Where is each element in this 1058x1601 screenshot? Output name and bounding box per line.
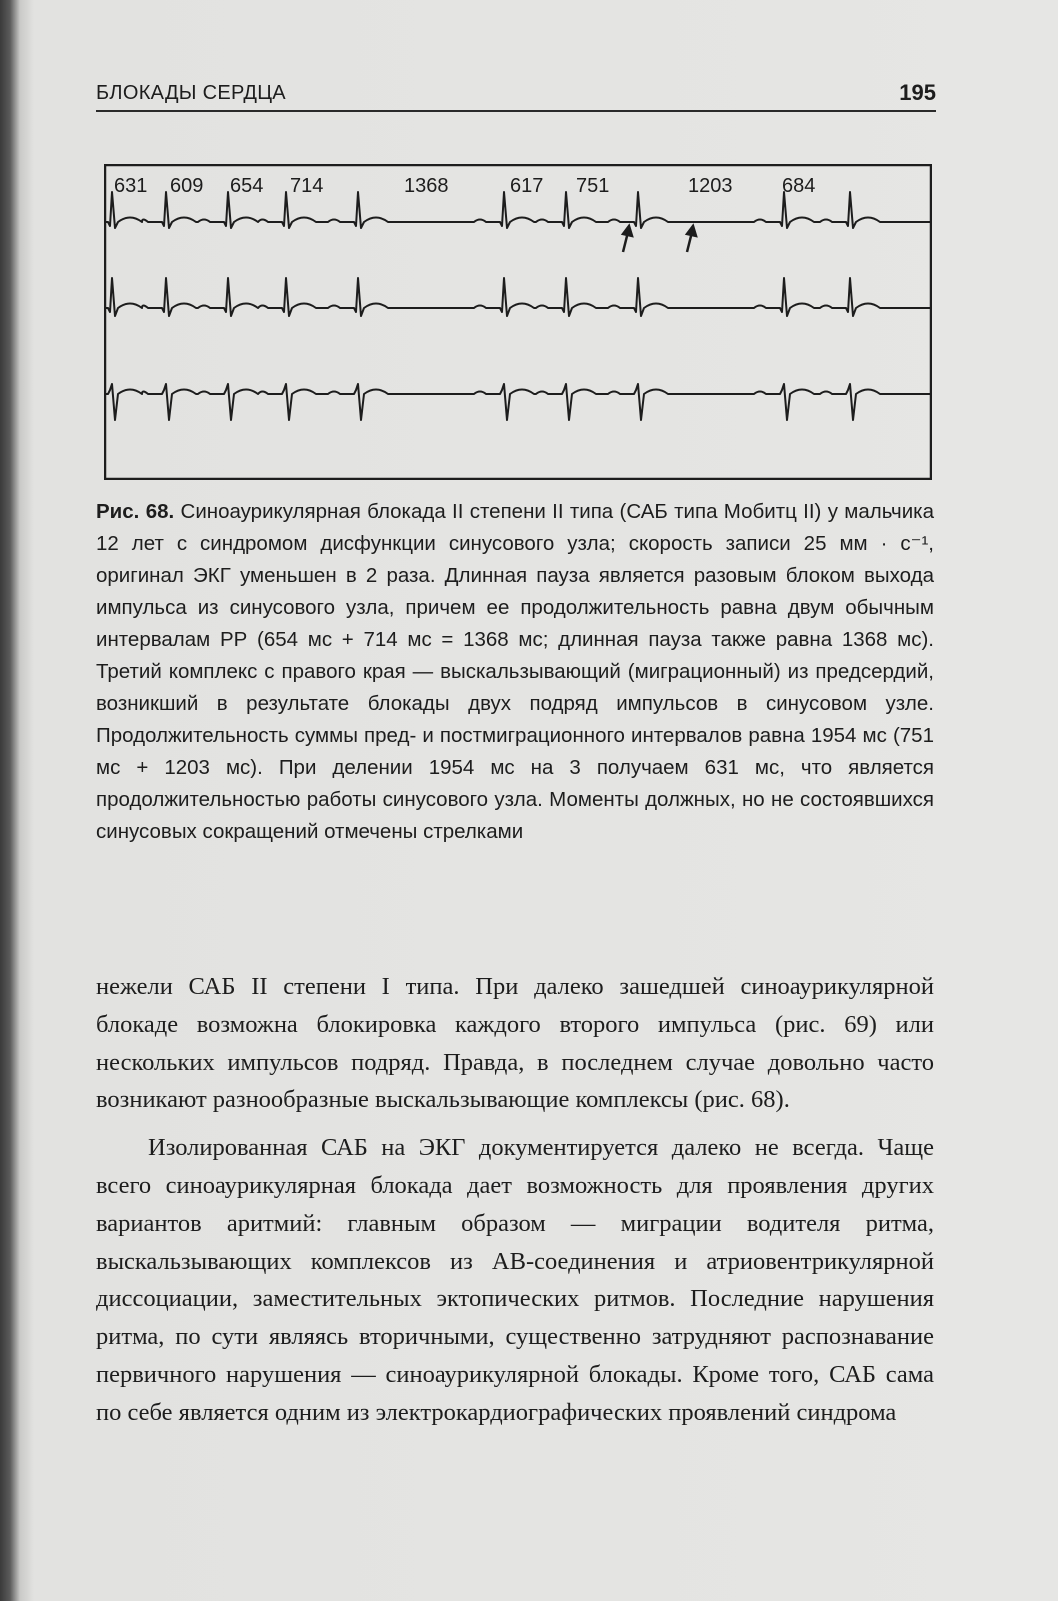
arrow-head [623, 226, 632, 236]
ecg-lead-trace [104, 192, 932, 228]
interval-label: 714 [290, 175, 324, 197]
arrow-head [687, 226, 696, 236]
interval-label: 751 [576, 175, 610, 197]
interval-labels [114, 175, 815, 197]
ecg-leads [104, 192, 932, 420]
chapter-title: БЛОКАДЫ СЕРДЦА [96, 82, 286, 104]
interval-label: 1203 [688, 175, 733, 197]
interval-label: 684 [782, 175, 816, 197]
paragraph: нежели САБ II степени I типа. При далеко зашедшей синоаурикулярной блокаде возможна блокировка каждого второго импульса (рис. 69) или нескольких импульсов подряд. Правда, в последнем случае довольно часто возникают разнообразные выскальзывающие комплексы (рис. 68). [96, 973, 934, 1114]
ecg-lead-trace [104, 384, 932, 420]
caption-label: Рис. 68. [96, 500, 175, 523]
page-number: 195 [899, 80, 936, 105]
interval-label: 617 [510, 175, 544, 197]
ecg-lead-trace [104, 278, 932, 316]
interval-label: 609 [170, 175, 204, 197]
interval-label: 631 [114, 175, 148, 197]
interval-label: 1368 [404, 175, 449, 197]
ecg-strip [104, 164, 932, 480]
figure-caption [96, 496, 934, 848]
ecg-figure [104, 164, 932, 480]
body-text [96, 968, 934, 1432]
caption-text: Синоаурикулярная блокада II степени II типа (САБ типа Мобитц II) у мальчика 12 лет с синдромом дисфункции синусового узла; скорость записи 25 мм · с⁻¹, оригинал ЭКГ уменьшен в 2 раза. Длинная пауза является разовым блоком выхода импульса из синусового узла, причем ее продолжительность равна двум обычным интервалам РР (654 мс + 714 мс = 1368 мс; длинная пауза также равна 1368 мс). Третий комплекс с правого края — выскальзывающий (миграционный) из предсердий, возникший в результате блокады двух подряд импульсов в синусовом узле. Продолжительность суммы пред- и постмиграционного интервалов равна 1954 мс (751 мс + 1203 мс). При делении 1954 мс на 3 получаем 631 мс, что является продолжительностью работы синусового узла. Моменты должных, но не состоявшихся синусовых сокращений отмечены стрелками [96, 500, 934, 843]
interval-label: 654 [230, 175, 264, 197]
arrows [623, 226, 696, 252]
running-head [96, 76, 936, 112]
paragraph: Изолированная САБ на ЭКГ документируется далеко не всегда. Чаще всего синоаурикулярная блокада дает возможность для проявления других вариантов аритмий: главным образом — миграции водителя ритма, выскальзывающих комплексов из АВ-соединения и атриовентрикулярной диссоциации, заместительных эктопических ритмов. Последние нарушения ритма, по сути являясь вторичными, существенно затрудняют распознавание первичного нарушения — синоаурикулярной блокады. Кроме того, САБ сама по себе является одним из электрокардиографических проявлений синдрома [96, 1134, 934, 1426]
